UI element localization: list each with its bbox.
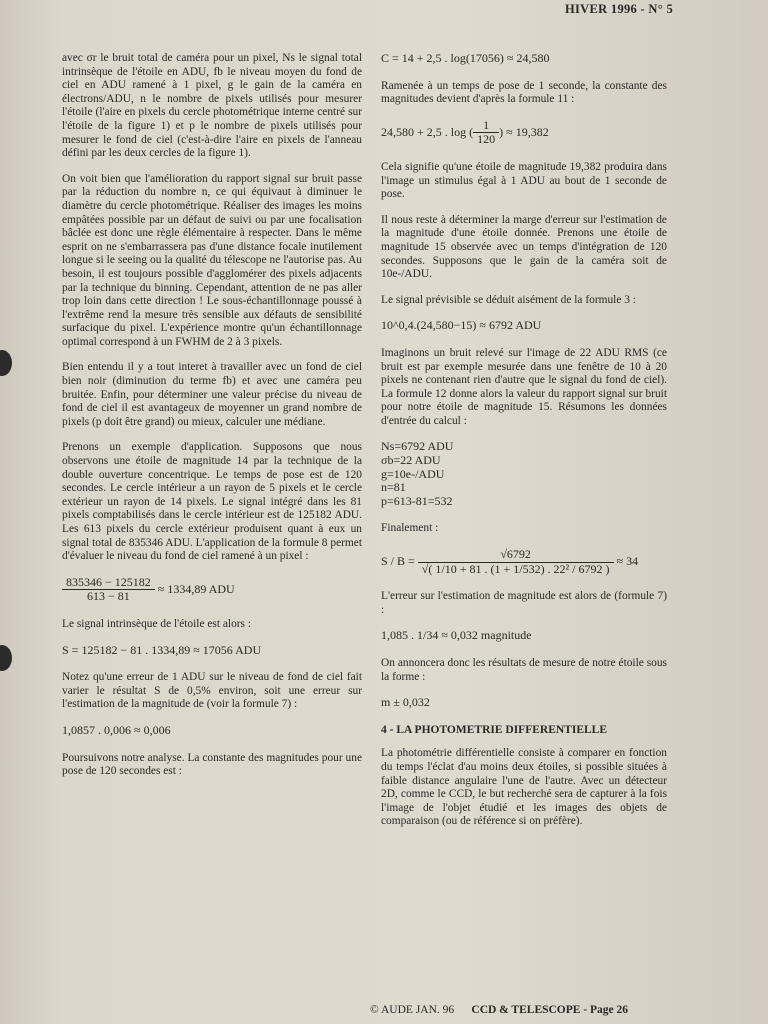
paragraph: L'erreur sur l'estimation de magnitude est alors de (formule 7) :: [381, 590, 667, 616]
left-column: [62, 52, 362, 791]
paragraph: Le signal intrinsèque de l'étoile est alors :: [62, 617, 251, 630]
data-line: σb=22 ADU: [381, 453, 441, 468]
paragraph: On annoncera donc les résultats de mesure de notre étoile sous la forme :: [381, 657, 667, 683]
paragraph: Le signal prévisible se déduit aisément de la formule 3 :: [381, 293, 636, 306]
formula-result: m ± 0,032: [381, 695, 430, 710]
paragraph: Imaginons un bruit relevé sur l'image de 22 ADU RMS (ce bruit est par exemple mesurée dans une fenêtre de 10 à 20 pixels ne contenant rien d'autre que le signal du fond de ciel). La formule 12 donne alors la valeur du rapport signal sur bruit pour notre étoile de magnitude 15. Résumons les données d'entrée du calcul :: [381, 346, 667, 427]
paragraph: Ramenée à un temps de pose de 1 seconde, la constante des magnitudes devient d'après la formule 11 :: [381, 79, 667, 106]
formula-error: 1,0857 . 0,006 ≈ 0,006: [62, 722, 171, 737]
formula-snr: S / B = $\frac{√6792}{\text{√( 1/10 + 81 . (1 + 1/532) . 22² / 6792 )}}$ ≈ 34: [381, 547, 639, 576]
section-heading: 4 - LA PHOTOMETRIE DIFFERENTIELLE: [381, 723, 607, 736]
paragraph: La photométrie différentielle consiste à comparer en fonction du temps l'éclat d'au moins deux étoiles, si possible situées à faible distance angulaire l'une de l'autre. Avec un détecteur 2D, comme le CCD, le but recherché sera de capturer à la fois l'image de l'objet étudié et les images des objets de comparaison (ou de référence si on préfère).: [381, 747, 667, 828]
data-line: g=10e-/ADU: [381, 466, 445, 481]
binder-hole: [0, 645, 12, 671]
right-column: [381, 52, 667, 841]
copyright: © AUDE JAN. 96: [370, 1004, 455, 1016]
paragraph: Bien entendu il y a tout interet à travailler avec un fond de ciel bien noir (diminution du terme fb) et avec une caméra peu bruitée. Enfin, pour déterminer une valeur précise du niveau de fond de ciel il est avantageux de moyenner un grand nombre de pixels (p doit être grand) ou mieux, calculer une médiane.: [62, 361, 362, 428]
paragraph: Il nous reste à déterminer la marge d'erreur sur l'estimation de la magnitude d'une étoile donnée. Prenons une étoile de magnitude 15 observée avec un temps d'intégration de 120 secondes. Supposons que le gain de la caméra soit de 10e-/ADU.: [381, 213, 667, 281]
paragraph: Poursuivons notre analyse. La constante des magnitudes pour une pose de 120 secondes est :: [62, 751, 362, 778]
formula-constant-1s: 24,580 + 2,5 . log ( $\frac{1}{120}$ ) ≈ 19,382: [381, 117, 549, 147]
binder-hole: [0, 350, 12, 376]
input-data-list: [381, 440, 667, 508]
formula-signal: S = 125182 − 81 . 1334,89 ≈ 17056 ADU: [62, 642, 262, 657]
paragraph: avec σr le bruit total de caméra pour un pixel, Ns le signal total intrinsèque de l'étoile en ADU, fb le niveau moyen du fond de ciel en ADU ramené à 1 pixel, g le gain de la caméra en électrons/ADU, n le nombre de pixels utilisés pour mesurer l'étoile (l'aire en pixels du cercle photométrique interne centré sur l'étoile de la figure 1) et p le nombre de pixels utilisés pour mesurer le fond de ciel (c'est-à-dire l'aire en pixels de l'anneau défini par les deux cercles de la figure 1).: [62, 52, 362, 160]
footer-title: CCD & TELESCOPE - Page 26: [471, 1004, 629, 1016]
paragraph: Prenons un exemple d'application. Supposons que nous observons une étoile de magnitude 14 par la technique de la double ouverture concentrique. Le temps de pose est de 120 secondes. Le cercle intérieur a un rayon de 5 pixels et le cercle extérieur un rayon de 14 pixels. Le signal intégré dans les 81 pixels comptabilisés dans le cercle intérieur est de 125182 ADU. Les 613 pixels du cercle extérieur produisent quant à eux un signal total de 835346 ADU. L'application de la formule 8 permet d'évaluer le niveau du fond de ciel ramené à un pixel :: [62, 441, 362, 563]
data-line: p=613-81=532: [381, 493, 453, 508]
data-line: Ns=6792 ADU: [381, 439, 454, 454]
page-footer: [370, 1004, 628, 1016]
formula-constant: C = 14 + 2,5 . log(17056) ≈ 24,580: [381, 51, 550, 65]
issue-header: HIVER 1996 - N° 5: [565, 2, 674, 16]
formula-sky-level: $\frac{835346 - 125182}{613 - 81}$ ≈ 1334,89 ADU: [62, 576, 362, 604]
paragraph: Cela signifie qu'une étoile de magnitude 19,382 produira dans l'image un stimulus égal à 1 ADU au bout de 1 seconde de pose.: [381, 160, 667, 201]
formula-predicted-signal: 10^0,4.(24,580−15) ≈ 6792 ADU: [381, 318, 542, 333]
formula-mag-error: 1,085 . 1/34 ≈ 0,032 magnitude: [381, 628, 532, 643]
paragraph: Finalement :: [381, 522, 439, 535]
paragraph: Notez qu'une erreur de 1 ADU sur le niveau de fond de ciel fait varier le résultat S de 0,5% environ, soit une erreur sur l'estimation de la magnitude de (voir la formule 7) :: [62, 671, 362, 711]
paragraph: On voit bien que l'amélioration du rapport signal sur bruit passe par la réduction du nombre n, ce qui équivaut à diminuer le diamètre du cercle photométrique. Réaliser des images les moins empâtées possible par un défaut de suivi ou par une focalisation bâclée est donc une règle élémentaire à respecter. Dans le même esprit on ne s'embarrassera pas d'une distance focale inutilement longue si le seeing ou la qualité du télescope ne l'autorise pas. Au besoin, il est toujours possible d'agglomérer des pixels adjacents par la technique du binning. Cependant, attention de ne pas aller trop loin dans cette direction ! Le sous-échantillonnage poussé à l'extrême rend la mesure très sensible aux défauts de sensibilité surfacique du pixel. L'expérience montre qu'un échantillonnage optimal correspond à un FWHM de 2 à 3 pixels.: [62, 172, 362, 348]
data-line: n=81: [381, 480, 406, 495]
